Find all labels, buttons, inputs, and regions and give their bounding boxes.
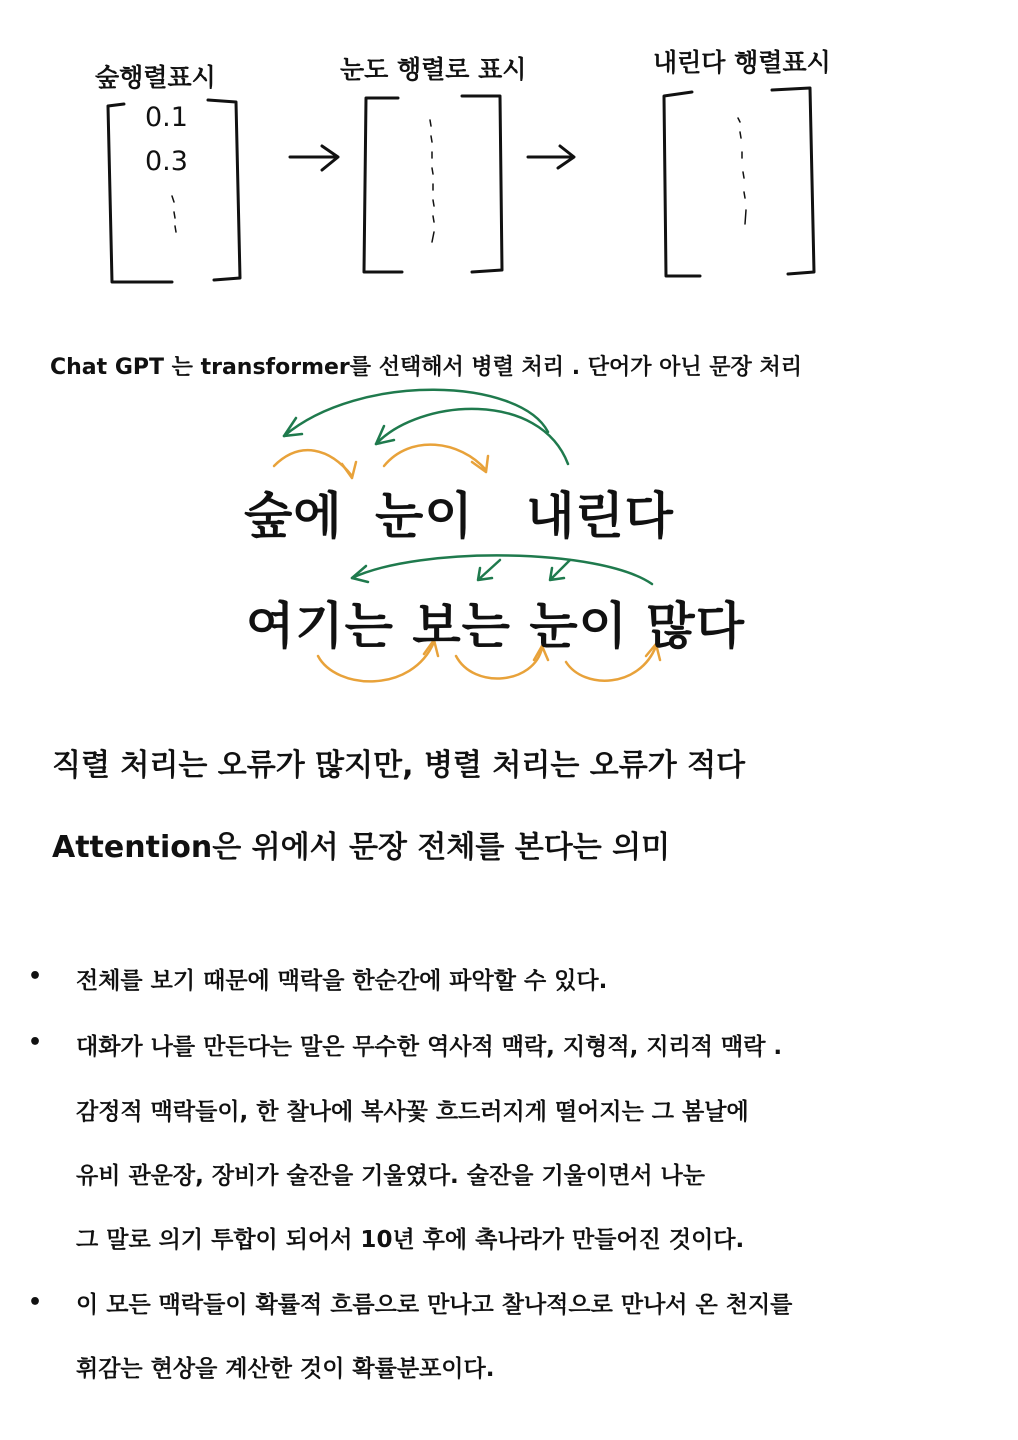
matrix-value-second: 0.3: [145, 146, 188, 177]
matrix-label-snow: 눈도 행렬로 표시: [340, 55, 527, 84]
bullet-1-line-1: 전체를 보기 때문에 맥락을 한순간에 파악할 수 있다.: [76, 968, 608, 994]
bullet-2-line-4: 그 말로 의기 투합이 되어서 10년 후에 촉나라가 만들어진 것이다.: [76, 1227, 745, 1253]
statement-serial-parallel: 직렬 처리는 오류가 많지만, 병렬 처리는 오류가 적다: [52, 748, 746, 783]
bullet-2-line-2: 감정적 맥락들이, 한 찰나에 복사꽃 흐드러지게 떨어지는 그 봄날에: [76, 1099, 749, 1125]
bullet-marker: •: [28, 1290, 43, 1315]
word-eyes: 눈이: [529, 597, 628, 655]
example-sentence-2: [246, 586, 745, 658]
attention-arrow-green: [352, 555, 652, 584]
attention-arrow-green: [550, 560, 570, 580]
bullet-marker: •: [28, 1030, 43, 1055]
word-here: 여기는: [246, 597, 394, 655]
bullet-marker: •: [28, 964, 43, 989]
bullet-2-line-1: 대화가 나를 만든다는 말은 무수한 역사적 맥락, 지형적, 지리적 맥락 .: [76, 1034, 783, 1060]
attention-arrow-orange: [384, 445, 486, 470]
matrix-label-falls: 내린다 행렬표시: [653, 48, 831, 77]
caption-line: Chat GPT 는 transformer를 선택해서 병렬 처리 . 단어가 아닌 문장 처리: [50, 355, 802, 380]
word-many: 많다: [646, 597, 745, 655]
word-snow: 눈이: [375, 487, 474, 545]
attention-arrow-green: [478, 560, 500, 580]
word-forest: 숲에: [244, 487, 343, 545]
bullet-3-line-2: 휘감는 현상을 계산한 것이 확률분포이다.: [76, 1356, 495, 1382]
statement-attention: Attention은 위에서 문장 전체를 본다는 의미: [52, 830, 671, 865]
word-falls: 내린다: [526, 487, 674, 545]
matrix-label-forest: 숲행렬표시: [95, 63, 216, 92]
bullet-3-line-1: 이 모든 맥락들이 확률적 흐름으로 만나고 찰나적으로 만나서 온 천지를: [76, 1292, 793, 1318]
attention-arrow-orange: [274, 450, 352, 476]
bullet-2-line-3: 유비 관운장, 장비가 술잔을 기울였다. 술잔을 기울이면서 나눈: [76, 1163, 705, 1189]
word-seeing: 보는: [412, 597, 511, 655]
matrix-value-first: 0.1: [145, 102, 188, 133]
example-sentence-1: [244, 476, 674, 548]
attention-arrow-green: [376, 409, 568, 464]
